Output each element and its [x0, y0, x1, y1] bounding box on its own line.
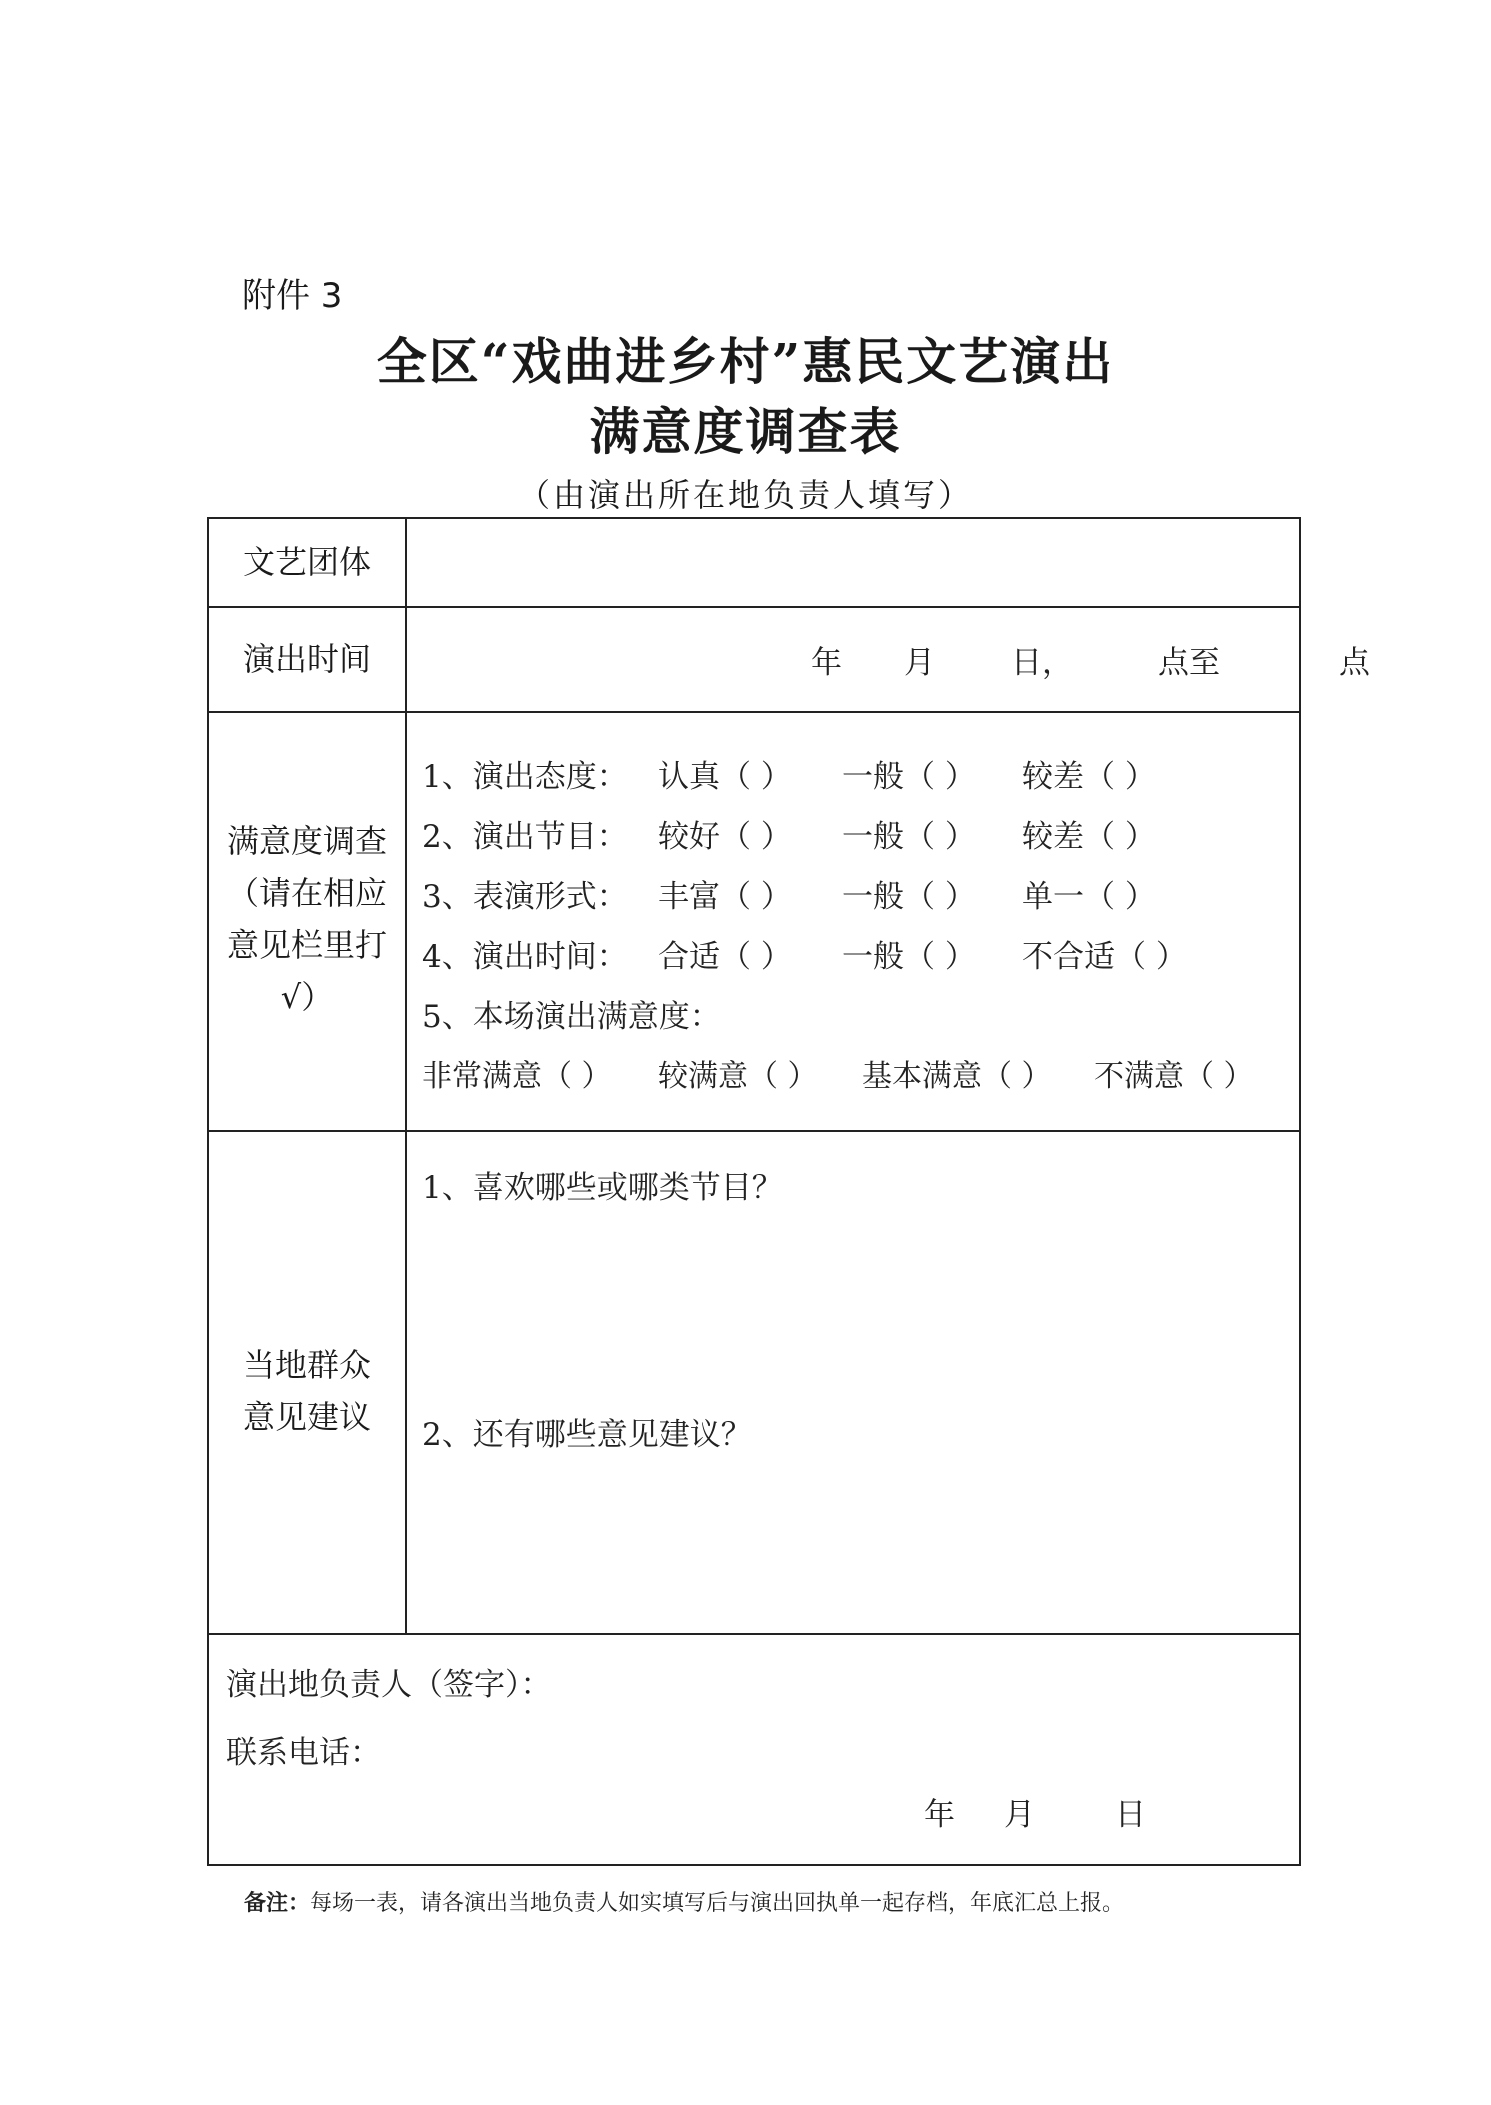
phone-label: 联系电话： — [226, 1735, 381, 1771]
option-b-checkbox[interactable]: 一般（ ） — [842, 759, 976, 795]
survey-question: 3、表演形式： — [422, 879, 628, 915]
survey-question: 1、演出态度： — [422, 759, 628, 795]
time-day: 日， — [1011, 645, 1073, 681]
row-divider — [209, 1130, 1299, 1132]
footer-note-label: 备注： — [244, 1891, 311, 1916]
opinion-question-2: 2、还有哪些意见建议？ — [422, 1417, 752, 1453]
option-c-checkbox[interactable]: 较差（ ） — [1022, 819, 1156, 855]
survey-form-table — [207, 517, 1370, 1866]
page-subtitle: （由演出所在地负责人填写） — [517, 476, 973, 514]
option-basically-satisfied[interactable]: 基本满意（ ） — [862, 1059, 1052, 1094]
time-month: 月 — [904, 645, 935, 681]
opinion-label-line: 当地群众 — [242, 1346, 371, 1384]
option-not-satisfied[interactable]: 不满意（ ） — [1094, 1059, 1254, 1094]
opinion-answer-2-area[interactable] — [409, 1464, 1297, 1624]
attachment-label: 附件 3 — [242, 276, 343, 316]
time-from: 点至 — [1158, 645, 1220, 681]
row-divider — [209, 1633, 1299, 1635]
option-b-checkbox[interactable]: 一般（ ） — [842, 939, 976, 975]
troupe-field[interactable] — [407, 519, 1299, 605]
opinion-label — [209, 1339, 405, 1443]
option-c-checkbox[interactable]: 较差（ ） — [1022, 759, 1156, 795]
time-field[interactable] — [407, 637, 1370, 687]
option-b-checkbox[interactable]: 一般（ ） — [842, 819, 976, 855]
time-year: 年 — [811, 645, 842, 681]
option-a-checkbox[interactable]: 认真（ ） — [658, 759, 792, 795]
survey-label-line: （请在相应 — [226, 874, 387, 912]
footer-note-text: 每场一表，请各演出当地负责人如实填写后与演出回执单一起存档，年底汇总上报。 — [310, 1891, 1125, 1916]
page-title-line2: 满意度调查表 — [589, 402, 902, 461]
signature-label: 演出地负责人（签字）： — [226, 1667, 552, 1703]
sign-date-year: 年 — [924, 1797, 955, 1833]
survey-label — [209, 815, 405, 1023]
overall-question-text: 5、本场演出满意度： — [422, 999, 721, 1035]
option-c-checkbox[interactable]: 单一（ ） — [1022, 879, 1156, 915]
opinion-answer-1-area[interactable] — [409, 1219, 1297, 1389]
option-a-checkbox[interactable]: 丰富（ ） — [658, 879, 792, 915]
opinion-question-1: 1、喜欢哪些或哪类节目？ — [422, 1170, 783, 1206]
time-to: 点 — [1339, 645, 1370, 681]
option-b-checkbox[interactable]: 一般（ ） — [842, 879, 976, 915]
survey-label-line: 满意度调查 — [226, 822, 387, 860]
sign-date-month: 月 — [1004, 1797, 1035, 1833]
option-a-checkbox[interactable]: 合适（ ） — [658, 939, 792, 975]
option-c-checkbox[interactable]: 不合适（ ） — [1022, 939, 1187, 975]
time-label: 演出时间 — [242, 640, 371, 678]
survey-label-line: √） — [280, 978, 334, 1016]
row-divider — [209, 711, 1299, 713]
survey-question: 2、演出节目： — [422, 819, 628, 855]
survey-question: 4、演出时间： — [422, 939, 628, 975]
sign-date-day: 日 — [1115, 1797, 1146, 1833]
option-very-satisfied[interactable]: 非常满意（ ） — [422, 1059, 612, 1094]
option-satisfied[interactable]: 较满意（ ） — [658, 1059, 818, 1094]
page-title-line1: 全区“戏曲进乡村”惠民文艺演出 — [376, 332, 1115, 391]
survey-label-line: 意见栏里打 — [226, 926, 387, 964]
footer-note — [244, 1886, 1124, 1917]
option-a-checkbox[interactable]: 较好（ ） — [658, 819, 792, 855]
row-divider — [209, 606, 1299, 608]
opinion-label-line: 意见建议 — [242, 1398, 371, 1436]
troupe-label: 文艺团体 — [242, 543, 371, 581]
